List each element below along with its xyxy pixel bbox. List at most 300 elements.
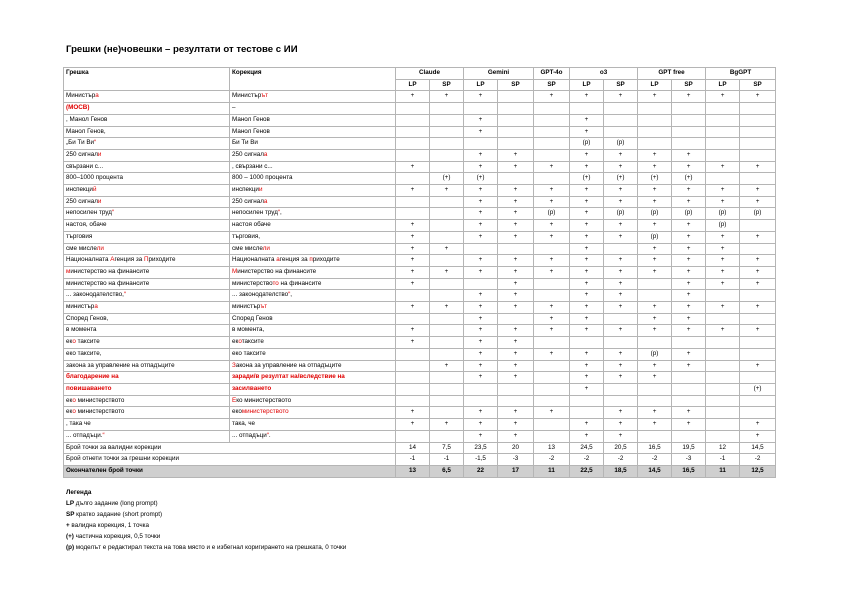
text-segment: непосилен труд xyxy=(232,209,278,217)
score-cell xyxy=(396,114,430,126)
score-cell xyxy=(672,395,706,407)
score-cell xyxy=(396,348,430,360)
summary-value: -1 xyxy=(430,454,464,466)
text-segment: риходите xyxy=(312,256,340,264)
score-cell: + xyxy=(430,360,464,372)
score-cell xyxy=(498,103,534,115)
score-cell xyxy=(706,407,740,419)
summary-value: 7,5 xyxy=(430,442,464,454)
score-cell: + xyxy=(604,360,638,372)
score-cell xyxy=(430,255,464,267)
text-segment: ът xyxy=(261,92,269,100)
correction-cell xyxy=(230,325,396,337)
score-cell: + xyxy=(570,360,604,372)
score-cell: + xyxy=(672,91,706,103)
score-cell xyxy=(604,103,638,115)
summary-value: 14,5 xyxy=(638,465,672,477)
score-cell xyxy=(498,114,534,126)
summary-row xyxy=(64,442,776,454)
score-cell: + xyxy=(740,430,776,442)
score-cell xyxy=(534,278,570,290)
spacer xyxy=(63,60,769,67)
table-row xyxy=(64,220,776,232)
score-cell xyxy=(396,138,430,150)
score-cell: + xyxy=(534,407,570,419)
score-cell: + xyxy=(604,220,638,232)
table-row xyxy=(64,419,776,431)
text-segment: ек xyxy=(66,396,73,404)
score-cell xyxy=(672,114,706,126)
summary-value: 14,5 xyxy=(740,442,776,454)
score-cell: + xyxy=(740,325,776,337)
score-cell xyxy=(672,372,706,384)
score-cell: + xyxy=(672,360,706,372)
sheet-title: Грешки (не)човешки – резултати от тестове с ИИ xyxy=(66,44,298,55)
score-cell xyxy=(430,114,464,126)
results-table xyxy=(63,67,776,478)
text-segment: и xyxy=(97,197,102,205)
score-cell: + xyxy=(498,360,534,372)
score-cell: + xyxy=(706,243,740,255)
score-cell xyxy=(396,290,430,302)
score-cell: + xyxy=(570,383,604,395)
score-cell: + xyxy=(396,91,430,103)
text-segment: , xyxy=(290,291,293,299)
score-cell xyxy=(498,138,534,150)
score-cell: + xyxy=(604,372,638,384)
summary-value: -2 xyxy=(740,454,776,466)
score-cell xyxy=(604,243,638,255)
score-cell xyxy=(534,395,570,407)
summary-value: -2 xyxy=(604,454,638,466)
text-segment: “ xyxy=(288,291,291,299)
score-cell xyxy=(740,290,776,302)
score-cell: (+) xyxy=(638,173,672,185)
summary-value: 17 xyxy=(498,465,534,477)
text-segment: “ xyxy=(266,431,269,439)
score-cell xyxy=(430,196,464,208)
text-segment: ко министерството xyxy=(236,396,292,404)
table-row xyxy=(64,243,776,255)
text-segment: сме мисле xyxy=(66,244,97,252)
text-segment: министър xyxy=(232,303,261,311)
table-row xyxy=(64,278,776,290)
error-cell xyxy=(64,372,230,384)
text-segment: ли xyxy=(262,244,270,252)
score-cell: (+) xyxy=(430,173,464,185)
score-cell xyxy=(430,325,464,337)
score-cell xyxy=(638,126,672,138)
text-segment: , свързани с... xyxy=(232,162,273,170)
text-segment: , Манол Генов xyxy=(66,115,108,123)
score-cell: + xyxy=(570,278,604,290)
text-segment: М xyxy=(232,267,238,275)
score-cell xyxy=(430,290,464,302)
score-cell: + xyxy=(672,325,706,337)
summary-value: 13 xyxy=(396,465,430,477)
score-cell: + xyxy=(740,266,776,278)
score-cell: + xyxy=(396,266,430,278)
score-cell: + xyxy=(740,360,776,372)
error-cell xyxy=(64,383,230,395)
summary-value: -1 xyxy=(706,454,740,466)
model-header-gpt4o: GPT-4o xyxy=(534,68,570,80)
subcol-header: SP xyxy=(604,79,638,91)
text-segment: акона за управление на отпадъците xyxy=(235,361,342,369)
score-cell xyxy=(740,372,776,384)
subcol-header: LP xyxy=(464,79,498,91)
summary-value: 23,5 xyxy=(464,442,498,454)
text-segment: в момента xyxy=(66,326,97,334)
text-segment: . xyxy=(268,431,271,439)
score-cell: + xyxy=(706,161,740,173)
score-cell: + xyxy=(604,302,638,314)
error-cell xyxy=(64,208,230,220)
error-cell xyxy=(64,138,230,150)
correction-cell xyxy=(230,278,396,290)
summary-value: 24,5 xyxy=(570,442,604,454)
score-cell: + xyxy=(534,231,570,243)
score-cell: + xyxy=(534,220,570,232)
score-cell: + xyxy=(672,161,706,173)
summary-value: 20,5 xyxy=(604,442,638,454)
summary-value: 12,5 xyxy=(740,465,776,477)
error-cell xyxy=(64,149,230,161)
score-cell: + xyxy=(638,372,672,384)
table-row xyxy=(64,383,776,395)
summary-value: 20 xyxy=(498,442,534,454)
score-cell: + xyxy=(396,185,430,197)
table-row xyxy=(64,255,776,267)
error-cell xyxy=(64,325,230,337)
score-cell: + xyxy=(672,302,706,314)
subcol-header: SP xyxy=(740,79,776,91)
score-cell: + xyxy=(430,266,464,278)
score-cell: + xyxy=(498,348,534,360)
text-segment: 250 сигнал xyxy=(66,150,98,158)
score-cell: + xyxy=(740,185,776,197)
score-cell: + xyxy=(672,243,706,255)
subcol-header: SP xyxy=(498,79,534,91)
legend-item xyxy=(63,509,769,520)
text-segment: 800–1000 процента xyxy=(66,174,124,182)
score-cell: + xyxy=(464,266,498,278)
text-segment: о xyxy=(72,396,76,404)
score-cell: + xyxy=(638,149,672,161)
score-cell: + xyxy=(534,91,570,103)
model-header-claude: Claude xyxy=(396,68,464,80)
score-cell: + xyxy=(464,372,498,384)
subcol-header: SP xyxy=(534,79,570,91)
score-cell xyxy=(706,290,740,302)
score-cell: + xyxy=(604,91,638,103)
score-cell: + xyxy=(498,302,534,314)
score-cell: + xyxy=(638,185,672,197)
score-cell: + xyxy=(430,185,464,197)
text-segment: инистерство на финансите xyxy=(70,267,150,275)
score-cell: + xyxy=(672,348,706,360)
table-row xyxy=(64,208,776,220)
score-cell xyxy=(740,337,776,349)
text-segment: Манол Генов xyxy=(232,127,270,135)
score-cell xyxy=(638,138,672,150)
score-cell: + xyxy=(570,419,604,431)
table-row xyxy=(64,290,776,302)
score-cell xyxy=(396,313,430,325)
text-segment: то xyxy=(272,279,279,287)
text-segment: министерство на финансите xyxy=(66,279,150,287)
score-cell xyxy=(430,372,464,384)
correction-cell xyxy=(230,313,396,325)
score-cell: + xyxy=(464,114,498,126)
score-cell: + xyxy=(464,220,498,232)
subcol-header: LP xyxy=(570,79,604,91)
text-segment: и xyxy=(258,186,263,194)
score-cell xyxy=(534,383,570,395)
score-cell: + xyxy=(498,407,534,419)
score-cell: + xyxy=(464,430,498,442)
summary-value: 16,5 xyxy=(638,442,672,454)
score-cell: + xyxy=(430,243,464,255)
score-cell xyxy=(638,395,672,407)
correction-cell xyxy=(230,383,396,395)
text-segment: а xyxy=(95,92,99,100)
score-cell xyxy=(672,126,706,138)
score-cell: + xyxy=(464,325,498,337)
score-cell xyxy=(638,290,672,302)
score-cell: + xyxy=(430,91,464,103)
score-cell: + xyxy=(672,278,706,290)
summary-value: 12 xyxy=(706,442,740,454)
error-cell xyxy=(64,126,230,138)
score-cell xyxy=(706,173,740,185)
text-segment: “ xyxy=(123,291,127,299)
score-cell: + xyxy=(570,266,604,278)
score-cell xyxy=(638,337,672,349)
score-cell xyxy=(604,383,638,395)
score-cell: + xyxy=(604,255,638,267)
score-cell: + xyxy=(672,231,706,243)
score-cell: + xyxy=(396,337,430,349)
correction-cell xyxy=(230,114,396,126)
score-cell xyxy=(498,91,534,103)
score-cell xyxy=(672,337,706,349)
score-cell xyxy=(430,138,464,150)
summary-label: Брой точки за валидни корекции xyxy=(64,442,396,454)
correction-cell xyxy=(230,173,396,185)
score-cell xyxy=(498,173,534,185)
score-cell: + xyxy=(706,185,740,197)
correction-cell xyxy=(230,243,396,255)
text-segment: търговия, xyxy=(232,232,261,240)
score-cell: + xyxy=(498,196,534,208)
text-segment: инистерство на финансите xyxy=(237,267,317,275)
score-cell: + xyxy=(740,231,776,243)
score-cell: + xyxy=(638,220,672,232)
correction-cell xyxy=(230,337,396,349)
text-segment: о xyxy=(72,338,76,346)
score-cell: + xyxy=(570,255,604,267)
score-cell xyxy=(396,383,430,395)
error-cell xyxy=(64,348,230,360)
legend xyxy=(63,487,769,554)
score-cell: + xyxy=(396,255,430,267)
score-cell xyxy=(430,383,464,395)
text-segment: засилването xyxy=(232,384,272,392)
text-segment: 250 сигнал xyxy=(232,197,264,205)
score-cell: + xyxy=(672,196,706,208)
table-row xyxy=(64,185,776,197)
text-segment: ек xyxy=(66,338,73,346)
legend-key: SP xyxy=(66,510,75,518)
score-cell xyxy=(396,173,430,185)
text-segment: на финансите xyxy=(278,279,322,287)
summary-value: 13 xyxy=(534,442,570,454)
text-segment: и xyxy=(97,150,102,158)
legend-item xyxy=(63,498,769,509)
correction-cell xyxy=(230,208,396,220)
score-cell: + xyxy=(570,149,604,161)
correction-cell xyxy=(230,348,396,360)
score-cell xyxy=(430,126,464,138)
text-segment: настоя, обаче xyxy=(66,221,107,229)
score-cell xyxy=(706,313,740,325)
score-cell xyxy=(706,372,740,384)
text-segment: Манол Генов, xyxy=(66,127,106,135)
score-cell: + xyxy=(498,255,534,267)
score-cell xyxy=(430,430,464,442)
score-cell: + xyxy=(430,419,464,431)
text-segment: Е xyxy=(232,396,237,404)
score-cell xyxy=(396,126,430,138)
score-cell xyxy=(498,395,534,407)
text-segment: еко xyxy=(232,408,242,416)
text-segment: Според Генов, xyxy=(66,314,109,322)
text-segment: Манол Генов xyxy=(232,115,270,123)
score-cell xyxy=(534,430,570,442)
text-segment: Би Ти Ви xyxy=(232,139,258,147)
score-cell xyxy=(740,114,776,126)
table-row xyxy=(64,348,776,360)
correction-cell xyxy=(230,220,396,232)
score-cell xyxy=(498,383,534,395)
score-cell: + xyxy=(534,302,570,314)
score-cell: + xyxy=(396,161,430,173)
score-cell: + xyxy=(570,208,604,220)
error-cell xyxy=(64,185,230,197)
text-segment: “ xyxy=(111,209,114,217)
score-cell: + xyxy=(604,348,638,360)
text-segment: ... отпадъци. xyxy=(66,431,103,439)
summary-value: 16,5 xyxy=(672,465,706,477)
correction-cell xyxy=(230,149,396,161)
text-segment: Министър xyxy=(232,92,262,100)
score-cell xyxy=(534,149,570,161)
table-row xyxy=(64,161,776,173)
subcol-header: LP xyxy=(638,79,672,91)
table-row xyxy=(64,138,776,150)
score-cell xyxy=(672,383,706,395)
text-segment: заради/в резултат на/вследствие на xyxy=(232,373,345,381)
score-cell: + xyxy=(464,185,498,197)
score-cell xyxy=(430,313,464,325)
score-cell: + xyxy=(638,313,672,325)
summary-label: Брой отнети точки за грешни корекции xyxy=(64,454,396,466)
text-segment: таксите xyxy=(75,338,100,346)
score-cell xyxy=(570,103,604,115)
text-segment: й xyxy=(92,186,97,194)
text-segment: о xyxy=(238,338,242,346)
text-segment: министерството xyxy=(241,408,289,416)
summary-row xyxy=(64,454,776,466)
text-segment: инспекци xyxy=(232,186,259,194)
legend-key: + xyxy=(66,521,70,529)
score-cell xyxy=(638,103,672,115)
score-cell xyxy=(706,337,740,349)
score-cell xyxy=(706,419,740,431)
model-header-bggpt: BgGPT xyxy=(706,68,776,80)
score-cell xyxy=(464,383,498,395)
score-cell: + xyxy=(638,360,672,372)
text-segment: закона за управление на отпадъците xyxy=(66,361,175,369)
text-segment: министерство xyxy=(232,279,273,287)
score-cell xyxy=(430,407,464,419)
score-cell: + xyxy=(740,419,776,431)
summary-value: 18,5 xyxy=(604,465,638,477)
score-cell: + xyxy=(464,290,498,302)
text-segment: еко таксите, xyxy=(66,349,102,357)
score-cell xyxy=(534,126,570,138)
score-cell: + xyxy=(464,126,498,138)
score-cell xyxy=(534,337,570,349)
correction-cell xyxy=(230,185,396,197)
correction-cell xyxy=(230,91,396,103)
score-cell: + xyxy=(464,231,498,243)
score-cell xyxy=(396,395,430,407)
text-segment: – xyxy=(232,104,236,112)
legend-item xyxy=(63,531,769,542)
text-segment: “ xyxy=(102,431,105,439)
score-cell: + xyxy=(740,302,776,314)
table-row xyxy=(64,337,776,349)
score-cell: + xyxy=(570,302,604,314)
text-segment: инспекци xyxy=(66,186,93,194)
score-cell: + xyxy=(464,255,498,267)
text-segment: еко таксите xyxy=(232,349,266,357)
score-cell: + xyxy=(740,255,776,267)
score-cell: + xyxy=(534,348,570,360)
score-cell: + xyxy=(570,126,604,138)
score-cell: + xyxy=(604,149,638,161)
subcol-header: SP xyxy=(430,79,464,91)
score-cell xyxy=(706,430,740,442)
summary-value: -3 xyxy=(672,454,706,466)
legend-text: моделът е редактирал текста на това място и е избегнал коригирането на грешката, 0 точки xyxy=(74,544,347,552)
score-cell: + xyxy=(498,161,534,173)
score-cell xyxy=(430,220,464,232)
text-segment: ... законодателство xyxy=(232,291,289,299)
correction-cell xyxy=(230,302,396,314)
header-row-models xyxy=(64,68,776,80)
text-segment: “ xyxy=(94,139,97,147)
score-cell: + xyxy=(604,430,638,442)
legend-items xyxy=(63,498,769,553)
score-cell: + xyxy=(638,302,672,314)
text-segment: о xyxy=(72,408,78,416)
error-cell xyxy=(64,243,230,255)
score-cell xyxy=(672,430,706,442)
summary-value: -2 xyxy=(638,454,672,466)
